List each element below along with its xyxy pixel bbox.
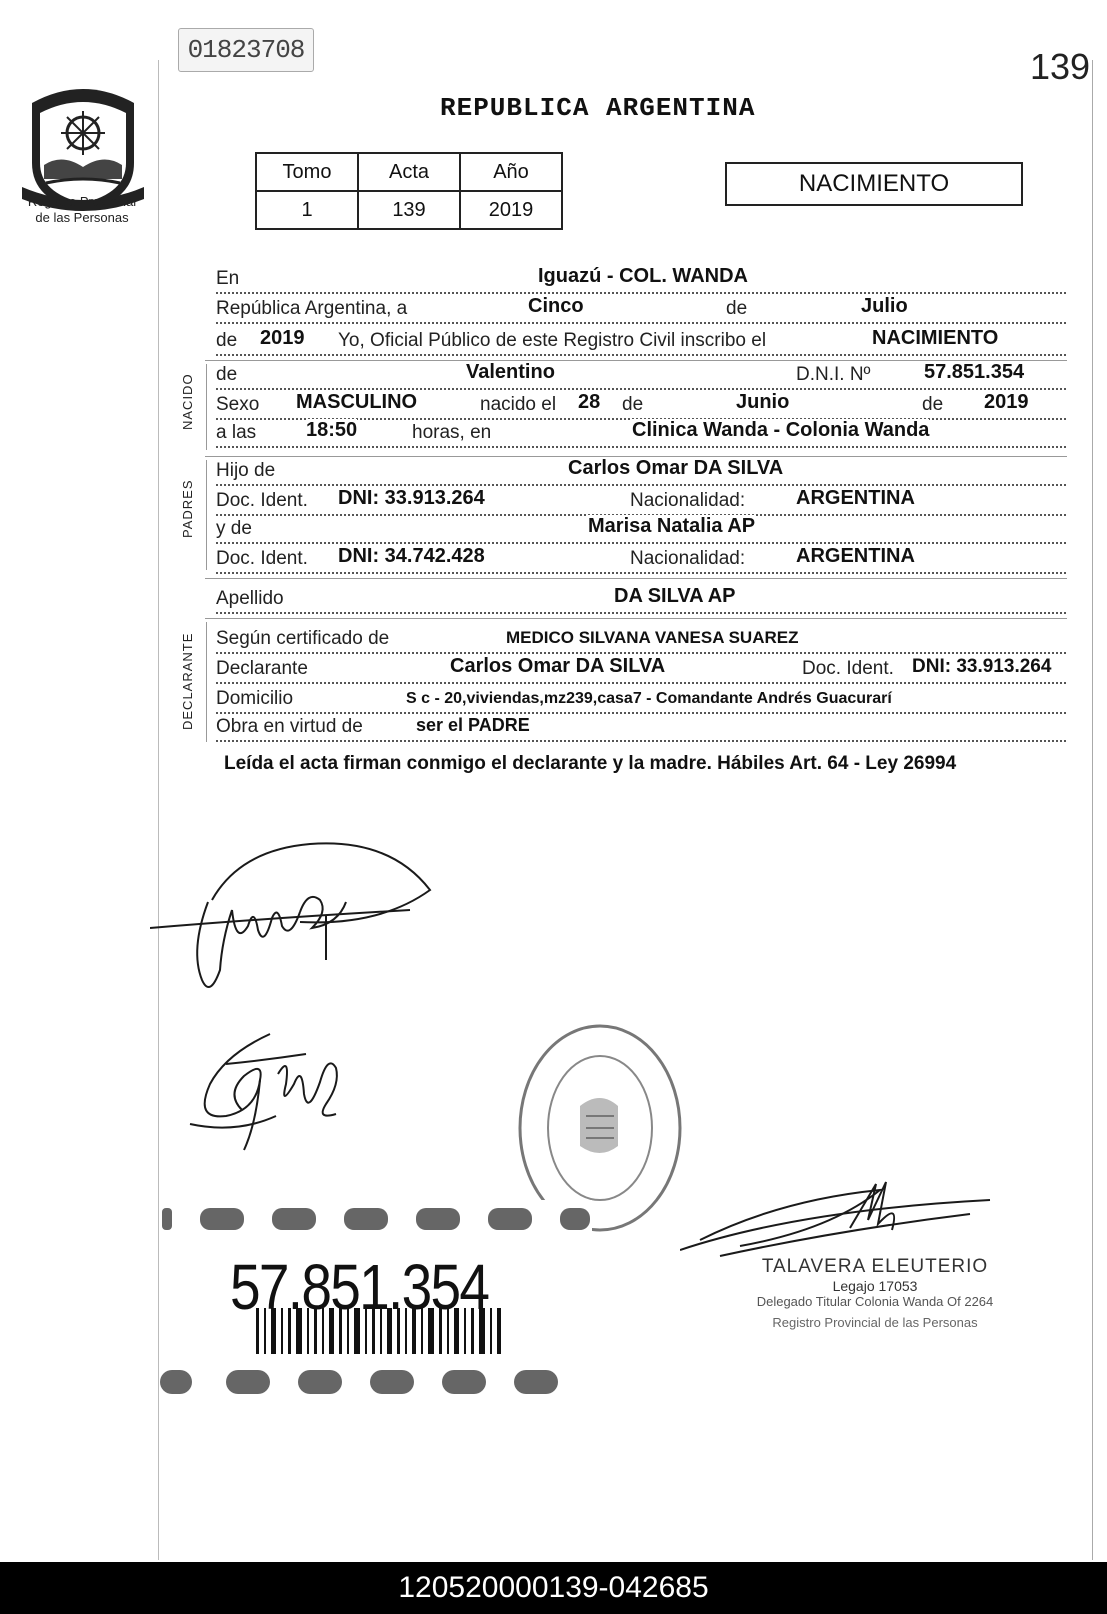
- child-dni: 57.851.354: [924, 361, 1025, 383]
- father-doc-label: Doc. Ident.: [216, 490, 308, 511]
- segun-label: Según certificado de: [216, 628, 390, 649]
- hijo-de-label: Hijo de: [216, 460, 276, 481]
- inscribo-text: Yo, Oficial Público de este Registro Civil inscribo el: [338, 330, 767, 351]
- y-de-label: y de: [216, 518, 252, 539]
- domicilio-label: Domicilio: [216, 688, 294, 709]
- child-sex: MASCULINO: [296, 391, 418, 413]
- record-value-tomo: 1: [256, 191, 358, 229]
- nacido-section-bar: [206, 364, 207, 450]
- official-position: Delegado Titular Colonia Wanda Of 2264: [756, 1294, 994, 1309]
- obra-label: Obra en virtud de: [216, 716, 363, 737]
- left-border-line: [158, 60, 159, 1560]
- declarante-capacity: ser el PADRE: [416, 715, 530, 735]
- mother-nationality-label: Nacionalidad:: [630, 548, 746, 569]
- horas-en-label: horas, en: [412, 422, 492, 443]
- en-label: En: [216, 268, 240, 289]
- closing-statement: Leída el acta firman conmigo el declarante y la madre. Hábiles Art. 64 - Ley 26994: [224, 753, 957, 774]
- act-month: Julio: [861, 295, 908, 317]
- footer-code-bar: [0, 1562, 1107, 1614]
- declarante-label: Declarante: [216, 658, 308, 679]
- padres-line-mother-doc: [216, 540, 1066, 574]
- record-header-tomo: Tomo: [256, 153, 358, 191]
- nacido-line-time: [216, 414, 1066, 448]
- page-number: 139: [1030, 46, 1091, 87]
- right-border-line: [1092, 60, 1093, 1560]
- act-day: Cinco: [528, 295, 584, 317]
- document-type-box: NACIMIENTO: [725, 162, 1023, 206]
- declarante-line-name: [216, 650, 1066, 684]
- birth-year: 2019: [984, 391, 1029, 413]
- dni-label: D.N.I. Nº: [796, 364, 871, 385]
- record-value-acta: 139: [358, 191, 460, 229]
- act-year: 2019: [260, 327, 305, 349]
- act-event: NACIMIENTO: [872, 327, 999, 349]
- apellido-line: [216, 580, 1066, 614]
- declarante-address: S c - 20,viviendas,mz239,casa7 - Comandante Andrés Guacurarí: [406, 690, 892, 707]
- nacido-line-name: [216, 356, 1066, 390]
- birth-de-label: de: [622, 394, 644, 415]
- birth-day: 28: [578, 391, 601, 413]
- official-office: Registro Provincial de las Personas: [772, 1315, 978, 1330]
- emblem-caption-line2: de las Personas: [35, 210, 129, 225]
- father-doc: DNI: 33.913.264: [338, 487, 485, 509]
- barcode-bar: [497, 1308, 501, 1354]
- record-value-ano: 2019: [460, 191, 562, 229]
- serial-number: 01823708: [178, 28, 314, 72]
- apellido-label: Apellido: [216, 588, 284, 609]
- birth-de-label-2: de: [922, 394, 944, 415]
- birth-time: 18:50: [306, 419, 358, 441]
- mother-doc-label: Doc. Ident.: [216, 548, 308, 569]
- official-legajo: Legajo 17053: [832, 1278, 918, 1294]
- declarante-doc: DNI: 33.913.264: [912, 656, 1052, 677]
- father-nationality: ARGENTINA: [796, 487, 915, 509]
- nacido-de-label: de: [216, 364, 238, 385]
- act-line-date: [216, 290, 1066, 324]
- barcode-bar: [490, 1308, 492, 1354]
- emblem-caption-line1: Registro Provincial: [27, 194, 137, 209]
- mother-name: Marisa Natalia AP: [588, 515, 756, 537]
- mother-nationality: ARGENTINA: [796, 545, 915, 567]
- declarant-signature: [150, 830, 440, 1000]
- country-title: REPUBLICA ARGENTINA: [440, 93, 756, 123]
- footer-code: 120520000139-042685: [398, 1571, 709, 1604]
- declarante-line-cert: [216, 620, 1066, 654]
- sexo-label: Sexo: [216, 394, 260, 415]
- mother-signature: [186, 1024, 356, 1154]
- nacido-el-label: nacido el: [480, 394, 557, 415]
- act-line-place: [216, 260, 1066, 294]
- act-de-label-2: de: [216, 330, 238, 351]
- sticker-dni-number: 57.851.354: [230, 1251, 489, 1323]
- father-nationality-label: Nacionalidad:: [630, 490, 746, 511]
- child-name: Valentino: [466, 361, 555, 383]
- certificate-value: MEDICO SILVANA VANESA SUAREZ: [506, 628, 799, 647]
- a-las-label: a las: [216, 422, 257, 443]
- declarante-doc-label: Doc. Ident.: [802, 658, 894, 679]
- padres-line-mother: [216, 510, 1066, 544]
- birth-month: Junio: [736, 391, 790, 413]
- republica-label: República Argentina, a: [216, 298, 408, 319]
- padres-section-bar: [206, 460, 207, 570]
- father-name: Carlos Omar DA SILVA: [568, 457, 784, 479]
- separator-declarante-top: [205, 618, 1067, 619]
- padres-line-father: [216, 452, 1066, 486]
- apellido-value: DA SILVA AP: [614, 585, 736, 607]
- declarante-section-label: DECLARANTE: [180, 632, 195, 730]
- official-name: TALAVERA ELEUTERIO: [761, 1256, 989, 1277]
- separator-apellido-top: [205, 578, 1067, 579]
- act-de-label: de: [726, 298, 748, 319]
- padres-section-label: PADRES: [180, 479, 195, 538]
- act-place: Iguazú - COL. WANDA: [538, 265, 748, 287]
- nacido-section-label: NACIDO: [180, 373, 195, 430]
- record-header-acta: Acta: [358, 153, 460, 191]
- birth-place: Clinica Wanda - Colonia Wanda: [632, 419, 930, 441]
- record-table: [255, 152, 563, 230]
- official-block: [740, 1256, 1010, 1330]
- declarante-line-capacity: [216, 708, 1066, 742]
- act-line-inscribo: [216, 322, 1066, 356]
- record-header-ano: Año: [460, 153, 562, 191]
- mother-doc: DNI: 34.742.428: [338, 545, 485, 567]
- emblem-caption: [12, 194, 152, 226]
- declarante-name: Carlos Omar DA SILVA: [450, 655, 666, 677]
- declarante-section-bar: [206, 622, 207, 742]
